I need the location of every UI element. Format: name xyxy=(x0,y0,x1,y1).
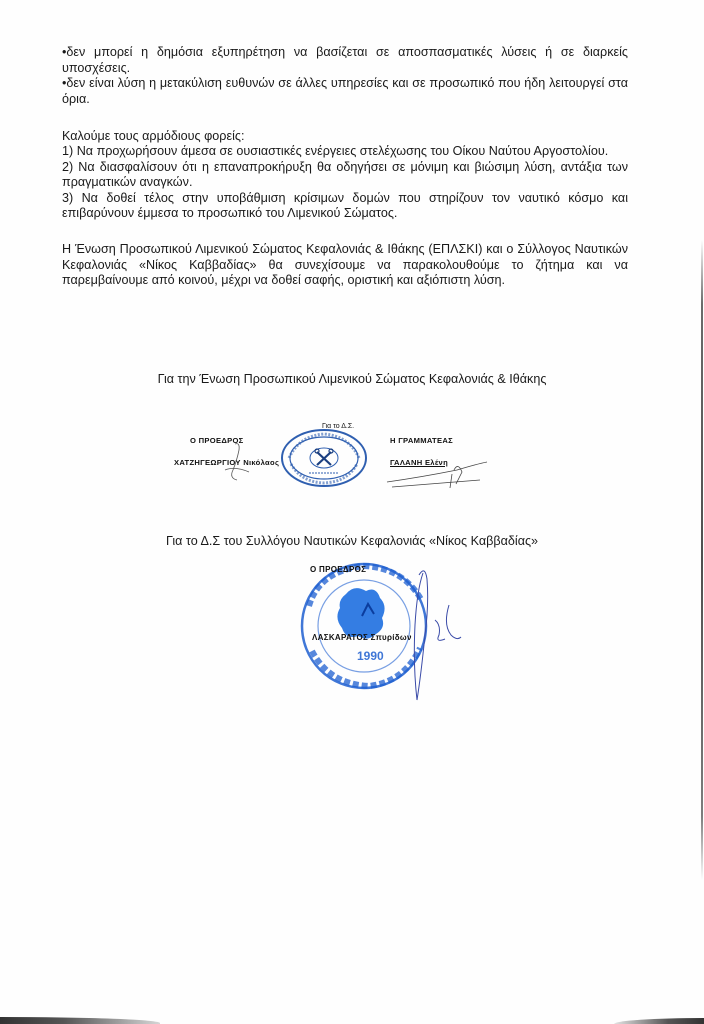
union-president-name: ΧΑΤΖΗΓΕΩΡΓΙΟΥ Νικόλαος xyxy=(174,458,280,467)
union-secretary-signature-icon xyxy=(382,452,492,492)
demand-item: 2) Να διασφαλίσουν ότι η επαναπροκήρυξη θα οδηγήσει σε μόνιμη και βιώσιμη λύση, αντάξια των πραγματικών αναγκών. xyxy=(62,159,628,189)
union-signature-heading: Για την Ένωση Προσωπικού Λιμενικού Σώματος Κεφαλονιάς & Ιθάκης xyxy=(157,372,547,386)
seamen-president-title: Ο ΠΡΟΕΔΡΟΣ xyxy=(310,565,367,574)
union-secretary-title: Η ΓΡΑΜΜΑΤΕΑΣ xyxy=(390,436,453,445)
scan-edge xyxy=(701,240,703,880)
seamen-president-name: ΛΑΣΚΑΡΑΤΟΣ Σπυρίδων xyxy=(312,633,412,642)
scan-edge xyxy=(0,1017,160,1024)
seamen-signature-heading: Για το Δ.Σ του Συλλόγου Ναυτικών Κεφαλονιάς «Νίκος Καββαδίας» xyxy=(165,534,539,548)
bullet-point: •δεν είναι λύση η μετακύλιση ευθυνών σε άλλες υπηρεσίες και σε προσωπικό που ήδη λειτουργεί στα όρια. xyxy=(62,76,628,106)
seamen-president-signature-icon xyxy=(395,565,470,705)
board-label: Για το Δ.Σ. xyxy=(322,423,355,430)
union-stamp-icon xyxy=(279,428,369,488)
union-secretary-name: ΓΑΛΑΝΗ Ελένη xyxy=(390,458,449,467)
union-president-title: Ο ΠΡΟΕΔΡΟΣ xyxy=(190,436,244,445)
union-president-signature-icon xyxy=(215,440,265,485)
letter-body xyxy=(62,45,628,289)
bullet-point: •δεν μπορεί η δημόσια εξυπηρέτηση να βασίζεται σε αποσπασματικές λύσεις ή σε διαρκείς υποσχέσεις. xyxy=(62,45,628,75)
call-intro: Καλούμε τους αρμόδιους φορείς: xyxy=(62,128,245,143)
seamen-stamp-year: 1990 xyxy=(357,649,384,663)
scan-edge xyxy=(614,1018,704,1024)
closing-paragraph: Η Ένωση Προσωπικού Λιμενικού Σώματος Κεφαλονιάς & Ιθάκης (ΕΠΛΣΚΙ) και ο Σύλλογος Ναυτικών Κεφαλονιάς «Νίκος Καββαδίας» θα συνεχίσουμε να παρακολουθούμε το ζήτημα και να παρεμβαίνουμε από κοινού, μέχρι να δοθεί σαφής, οριστική και αξιόπιστη λύση. xyxy=(62,242,628,287)
demand-item: 3) Να δοθεί τέλος στην υποβάθμιση κρίσιμων δομών που στηρίζουν τον ναυτικό κόσμο και επιβαρύνουν έμμεσα το προσωπικό του Λιμενικού Σώματος. xyxy=(62,190,628,220)
demand-item: 1) Να προχωρήσουν άμεσα σε ουσιαστικές ενέργειες στελέχωσης του Οίκου Ναύτου Αργοστολίου. xyxy=(62,144,609,158)
